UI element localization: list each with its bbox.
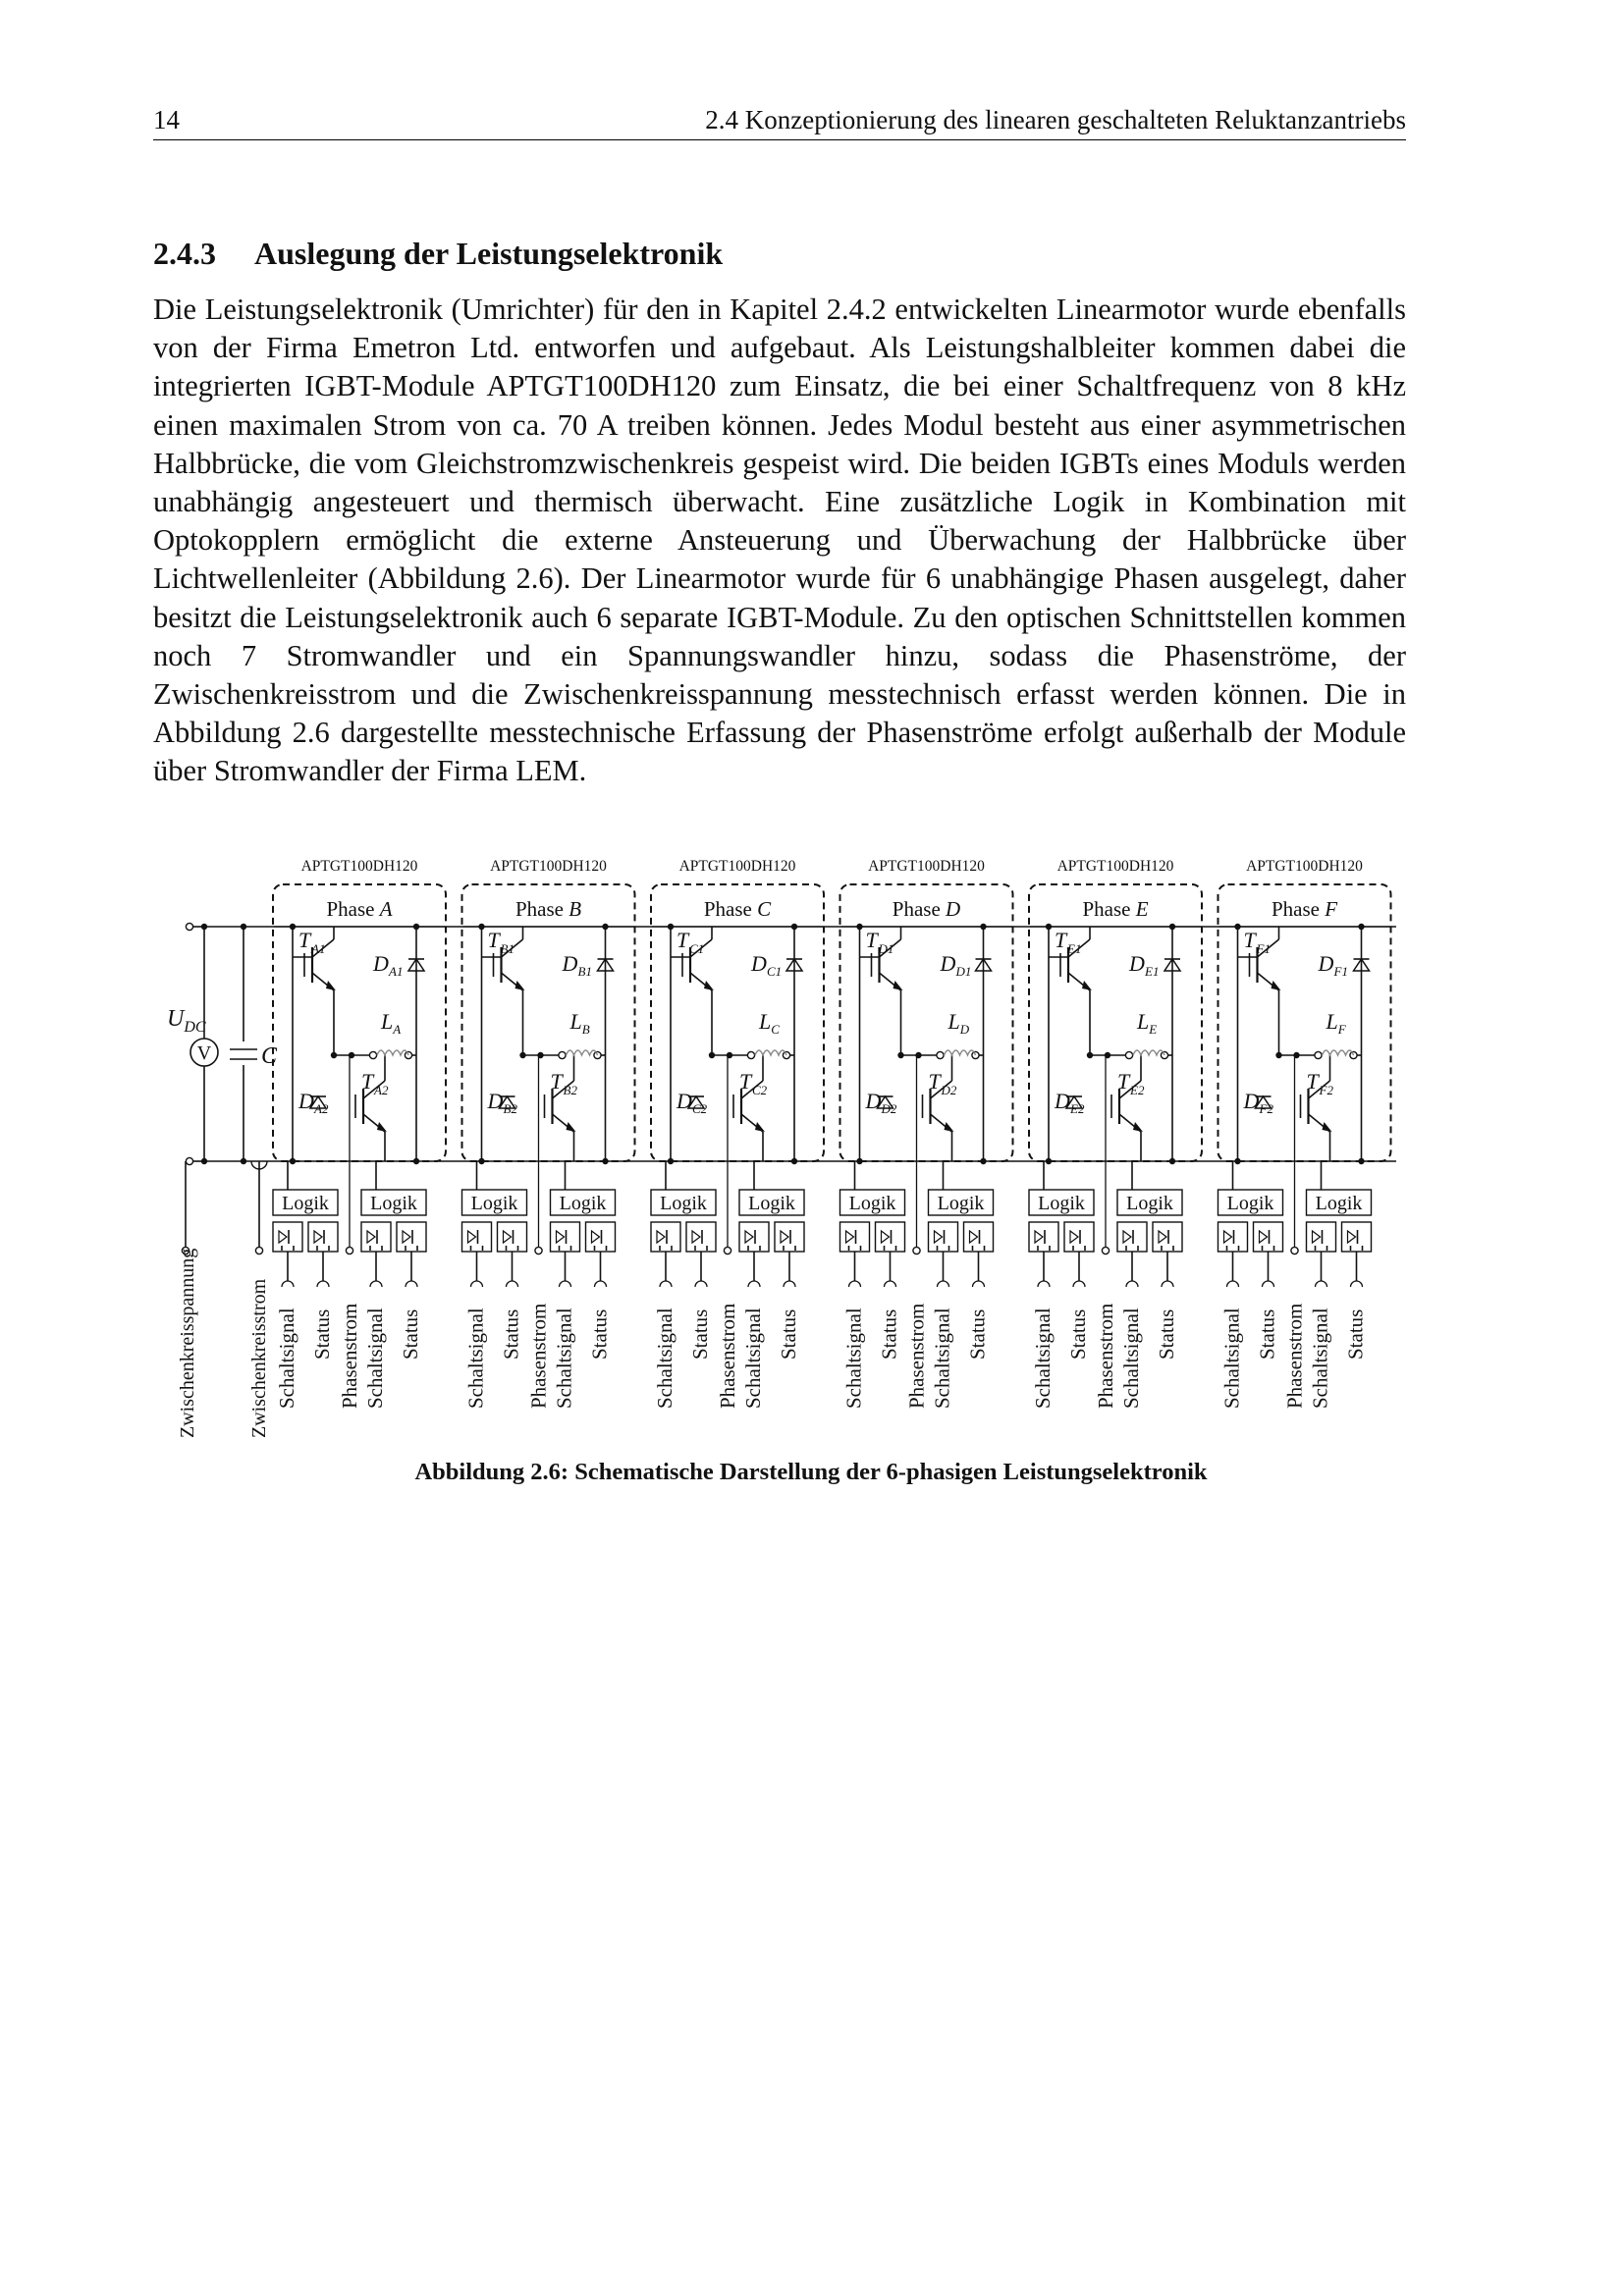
junction-dot [709,1052,715,1058]
d2-label: D [487,1089,504,1113]
signal-label-phase-current: Phasenstrom [1282,1303,1307,1409]
t1-subscript: D1 [878,941,894,956]
junction-dot [1087,1052,1093,1058]
signal-label-switching: Schaltsignal [930,1308,954,1409]
inductor-label: $L_A$ [381,1009,402,1037]
signal-label-status: Status [777,1308,800,1360]
t1-b-arrow [515,981,525,990]
inductor-e [1133,1050,1164,1055]
section-number: 2.4.3 [153,236,216,271]
junction-dot [413,1158,419,1164]
logic-label: Logik [848,1193,896,1214]
t1-label: T [677,928,689,952]
fiber-connector [1162,1281,1173,1287]
module-label: APTGT100DH120 [1246,858,1363,875]
load-terminal [559,1051,566,1058]
junction-dot [1275,1052,1281,1058]
junction-dot [1046,924,1052,930]
junction-dot [602,924,608,930]
junction-dot [668,1158,674,1164]
signal-label-status: Status [587,1308,612,1360]
t2-label: T [550,1069,563,1094]
dc-voltage-label: $U_{DC}$ [167,1006,206,1036]
load-terminal [1125,1051,1132,1058]
signal-label-phase-current: Phasenstrom [716,1303,739,1409]
fiber-connector [560,1281,571,1287]
phase-label: Phase E [1082,897,1149,921]
logic-label: Logik [559,1193,607,1214]
junction-dot [602,1158,608,1164]
logic-label: Logik [660,1193,707,1214]
phase-current-terminal [346,1247,352,1254]
inductor-label: $L_D$ [947,1009,970,1037]
junction-dot [478,924,484,930]
t1-subscript: F1 [1256,941,1271,956]
fiber-connector [406,1281,417,1287]
capacitor-label: C [261,1043,278,1069]
fiber-connector [595,1281,607,1287]
t1-subscript: C1 [689,941,705,956]
d1-label: D [373,951,389,976]
t2-subscript: E2 [1130,1083,1145,1097]
load-terminal [747,1051,754,1058]
signal-label-dc-link-voltage: Zwischenkreisspannung [177,1248,198,1438]
signal-label-status: Status [877,1308,901,1360]
t1-subscript: A1 [311,941,326,956]
d1-label: D [751,951,767,976]
signal-label-switching: Schaltsignal [363,1308,387,1409]
fiber-connector [1126,1281,1138,1287]
t1-label: T [1243,928,1256,952]
d1-subscript: A1 [389,964,404,979]
fiber-connector [370,1281,382,1287]
junction-dot [791,1158,797,1164]
inductor-a [377,1050,408,1055]
t1-e-arrow [1082,981,1092,990]
inductor-label: $L_C$ [759,1009,780,1037]
phase-current-terminal [1102,1247,1109,1254]
signal-label-status: Status [310,1308,334,1360]
page-number: 14 [153,105,180,134]
d2-subscript: C2 [692,1101,708,1116]
junction-dot [1358,1158,1364,1164]
module-label: APTGT100DH120 [300,858,418,875]
d2-subscript: F2 [1259,1101,1273,1116]
junction-dot [290,924,296,930]
d2-subscript: E2 [1070,1101,1085,1116]
signal-label-phase-current: Phasenstrom [1094,1303,1117,1409]
signal-label-status: Status [1343,1308,1368,1360]
fiber-connector [748,1281,760,1287]
t2-a-arrow [377,1122,387,1132]
phase-label: Phase B [514,897,582,921]
inductor-c [755,1050,786,1055]
d1-label: D [1129,951,1145,976]
d2-label: D [1243,1089,1260,1113]
signal-label-switching: Schaltsignal [552,1308,576,1409]
d2-subscript: A2 [314,1101,329,1116]
d1-label: D [562,951,578,976]
t2-d-arrow [945,1122,954,1132]
t2-label: T [1117,1069,1130,1094]
d1-subscript: D1 [955,964,972,979]
junction-dot [241,1158,246,1164]
current-terminal [255,1247,262,1254]
inductor-f [1323,1050,1354,1055]
section-title: Auslegung der Leistungselektronik [254,236,724,271]
junction-dot [1234,924,1240,930]
fiber-connector [695,1281,707,1287]
d1-subscript: F1 [1333,964,1348,979]
logic-label: Logik [470,1193,518,1214]
fiber-connector [938,1281,949,1287]
fiber-connector [784,1281,795,1287]
signal-label-switching: Schaltsignal [741,1308,765,1409]
terminal-bottom [186,1157,192,1164]
signal-label-switching: Schaltsignal [841,1308,866,1409]
d2-label: D [865,1089,882,1113]
signal-label-status: Status [1066,1308,1090,1360]
module-label: APTGT100DH120 [868,858,985,875]
junction-dot [897,1052,903,1058]
t1-label: T [1055,928,1067,952]
fiber-connector [1316,1281,1327,1287]
module-label: APTGT100DH120 [678,858,796,875]
signal-label-switching: Schaltsignal [275,1308,298,1409]
fiber-connector [507,1281,518,1287]
junction-dot [1169,924,1175,930]
signal-label-switching: Schaltsignal [1119,1308,1143,1409]
capacitor-gap [232,1041,255,1065]
t2-subscript: D2 [941,1083,957,1097]
junction-dot [519,1052,525,1058]
logic-label: Logik [282,1193,329,1214]
junction-dot [791,924,797,930]
t2-label: T [361,1069,374,1094]
voltmeter-label: V [196,1042,212,1064]
t1-d-arrow [893,981,903,990]
logic-label: Logik [370,1193,417,1214]
load-terminal [937,1051,944,1058]
junction-dot [1169,1158,1175,1164]
logic-label: Logik [1315,1193,1363,1214]
figure-caption: Abbildung 2.6: Schematische Darstellung der 6-phasigen Leistungselektronik [414,1459,1208,1485]
junction-dot [201,1158,207,1164]
fiber-connector [885,1281,896,1287]
t2-subscript: F2 [1319,1083,1333,1097]
t1-label: T [865,928,878,952]
junction-dot [478,1158,484,1164]
d2-label: D [298,1089,314,1113]
junction-dot [980,924,986,930]
d1-label: D [1318,951,1334,976]
junction-dot [413,924,419,930]
fiber-connector [471,1281,483,1287]
t2-subscript: C2 [752,1083,768,1097]
junction-dot [241,924,246,930]
d2-subscript: D2 [881,1101,897,1116]
junction-dot [290,1158,296,1164]
signal-label-status: Status [965,1308,990,1360]
fiber-connector [317,1281,329,1287]
signal-label-switching: Schaltsignal [1219,1308,1244,1409]
terminal-top [186,923,192,930]
running-header [153,98,1406,140]
t1-c-arrow [704,981,714,990]
signal-label-phase-current: Phasenstrom [526,1303,551,1409]
junction-dot [1234,1158,1240,1164]
t1-label: T [487,928,500,952]
t1-a-arrow [326,981,336,990]
phase-label: Phase A [326,897,393,921]
inductor-b [567,1050,598,1055]
phase-current-terminal [913,1247,920,1254]
phase-label: Phase C [703,897,772,921]
t2-c-arrow [755,1122,765,1132]
logic-label: Logik [748,1193,795,1214]
fiber-connector [1227,1281,1239,1287]
module-label: APTGT100DH120 [1056,858,1174,875]
inductor-d [945,1050,976,1055]
t2-subscript: A2 [374,1083,389,1097]
logic-label: Logik [937,1193,985,1214]
logic-label: Logik [1226,1193,1274,1214]
fiber-connector [660,1281,672,1287]
load-terminal [1315,1051,1322,1058]
signal-label-status: Status [1155,1308,1178,1360]
body-text [153,291,1406,791]
phase-current-terminal [724,1247,731,1254]
phase-label: Phase D [892,897,961,921]
t2-e-arrow [1133,1122,1143,1132]
t2-label: T [928,1069,941,1094]
signal-label-dc-link-current: Zwischenkreisstrom [248,1278,270,1438]
junction-dot [856,924,862,930]
fiber-connector [1263,1281,1274,1287]
junction-dot [1358,924,1364,930]
signal-label-switching: Schaltsignal [1031,1308,1055,1409]
t2-f-arrow [1323,1122,1332,1132]
signal-label-status: Status [1255,1308,1279,1360]
d1-subscript: C1 [767,964,783,979]
d1-subscript: B1 [577,964,592,979]
module-label: APTGT100DH120 [490,858,607,875]
fiber-connector [282,1281,294,1287]
signal-label-phase-current: Phasenstrom [338,1303,361,1409]
d1-label: D [940,951,956,976]
fiber-connector [1038,1281,1050,1287]
junction-dot [1046,1158,1052,1164]
inductor-label: $L_F$ [1326,1009,1346,1037]
inductor-label: $L_E$ [1137,1009,1158,1037]
fiber-connector [1351,1281,1363,1287]
inductor-label: $L_B$ [569,1009,590,1037]
signal-label-switching: Schaltsignal [653,1308,677,1409]
running-title: 2.4 Konzeptionierung des linearen geschalteten Reluktanzantriebs [705,105,1406,134]
junction-dot [980,1158,986,1164]
d1-subscript: E1 [1145,964,1160,979]
logic-label: Logik [1126,1193,1173,1214]
fiber-connector [849,1281,861,1287]
t2-label: T [739,1069,752,1094]
signal-label-status: Status [688,1308,712,1360]
t2-b-arrow [567,1122,576,1132]
phase-current-terminal [535,1247,542,1254]
load-terminal [369,1051,376,1058]
d2-subscript: B2 [503,1101,517,1116]
junction-dot [201,924,207,930]
signal-label-phase-current: Phasenstrom [904,1303,929,1409]
d2-label: D [1055,1089,1070,1113]
fiber-connector [1073,1281,1085,1287]
t1-label: T [298,928,311,952]
section-heading [153,236,723,272]
phase-label: Phase F [1271,897,1338,921]
paragraph: Die Leistungselektronik (Umrichter) für den in Kapitel 2.4.2 entwickelten Linearmotor wurde ebenfalls von der Firma Emetron Ltd. entworfen und aufgebaut. Als Leistungshalbleiter kommen dabei die integrierten IGBT-Module APTGT100DH120 zum Einsatz, die bei einer Schaltfrequenz von 8 kHz einen maximalen Strom von ca. 70 A treiben können. Jedes Modul besteht aus einer asymmetrischen Halbbrücke, die vom Gleichstromzwischenkreis gespeist wird. Die beiden IGBTs eines Moduls werden unabhängig angesteuert und thermisch überwacht. Eine zusätzliche Logik in Kombination mit Optokopplern ermöglicht die externe Ansteuerung und Überwachung der Halbbrücke über Lichtwellenleiter (Abbildung 2.6). Der Linearmotor wurde für 6 unabhängige Phasen ausgelegt, daher besitzt die Leistungselektronik auch 6 separate IGBT-Module. Zu den optischen Schnittstellen kommen noch 7 Stromwandler und ein Spannungswandler hinzu, sodass die Phasenströme, der Zwischenkreisstrom und die Zwischenkreisspannung messtechnisch erfasst werden können. Die in Abbildung 2.6 dargestellte messtechnische Erfassung der Phasenströme erfolgt außerhalb der Module über Stromwandler der Firma LEM. [153,293,1406,788]
logic-label: Logik [1038,1193,1085,1214]
circuit-diagram [157,849,1414,1453]
t1-subscript: E1 [1067,941,1082,956]
fiber-connector [973,1281,985,1287]
d2-label: D [677,1089,692,1113]
phase-current-terminal [1291,1247,1298,1254]
t2-label: T [1306,1069,1319,1094]
signal-label-status: Status [499,1308,523,1360]
t2-subscript: B2 [563,1083,577,1097]
t1-subscript: B1 [500,941,514,956]
junction-dot [856,1158,862,1164]
signal-label-status: Status [399,1308,422,1360]
signal-label-switching: Schaltsignal [463,1308,488,1409]
junction-dot [668,924,674,930]
t1-f-arrow [1272,981,1281,990]
signal-label-switching: Schaltsignal [1308,1308,1332,1409]
junction-dot [331,1052,337,1058]
